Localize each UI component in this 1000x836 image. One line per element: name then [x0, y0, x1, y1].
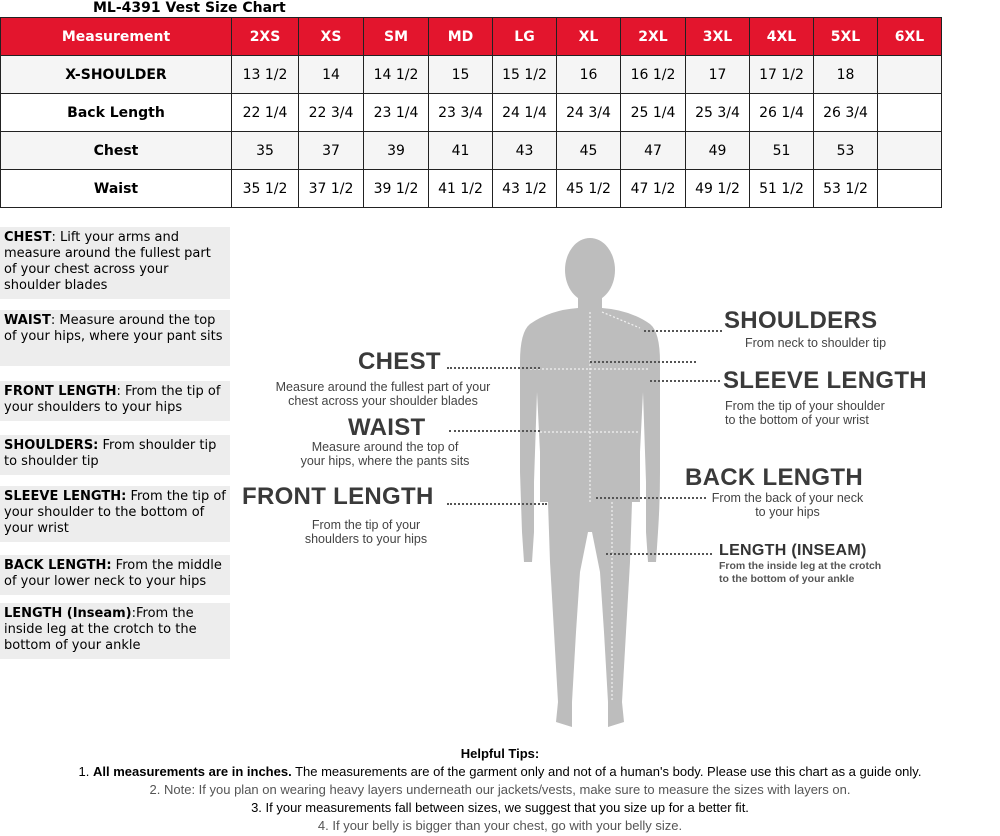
front-length-leader	[447, 503, 547, 505]
waist-leader	[449, 430, 540, 432]
note-sleeve-length	[0, 486, 230, 542]
table-cell: 15	[429, 56, 493, 94]
table-cell: 25 1/4	[621, 94, 686, 132]
note-term: CHEST	[4, 230, 52, 245]
header-cell: Measurement	[1, 18, 232, 56]
table-cell	[878, 132, 942, 170]
row-label: Chest	[1, 132, 232, 170]
note-text: From the tip of your shoulders to your hips	[4, 384, 221, 415]
table-cell: 15 1/2	[493, 56, 557, 94]
table-cell: 39	[364, 132, 429, 170]
table-cell: 18	[814, 56, 878, 94]
table-cell: 24 1/4	[493, 94, 557, 132]
table-cell: 17	[686, 56, 750, 94]
table-cell: 35	[232, 132, 299, 170]
table-cell: 26 3/4	[814, 94, 878, 132]
table-cell	[878, 94, 942, 132]
note-inseam	[0, 603, 230, 659]
note-term: FRONT LENGTH	[4, 384, 117, 399]
table-cell: 49	[686, 132, 750, 170]
chest-leader	[447, 367, 540, 369]
row-label: X-SHOULDER	[1, 56, 232, 94]
table-cell: 23 1/4	[364, 94, 429, 132]
header-cell: SM	[364, 18, 429, 56]
shoulders-label: SHOULDERS	[724, 307, 878, 334]
back-length-label: BACK LENGTH	[685, 464, 863, 491]
table-cell	[878, 56, 942, 94]
helpful-tips	[0, 745, 1000, 835]
table-cell: 53 1/2	[814, 170, 878, 208]
inseam-label: LENGTH (INSEAM)	[719, 542, 867, 559]
note-chest: CHEST: Lift your arms and measure around the fullest part of your chest across your shoulder blades	[0, 227, 230, 299]
table-cell: 45 1/2	[557, 170, 621, 208]
back-length-leader	[596, 497, 706, 499]
table-cell: 41	[429, 132, 493, 170]
tip-3: 3. If your measurements fall between sizes, we suggest that you size up for a better fit.	[251, 800, 749, 815]
table-cell: 37 1/2	[299, 170, 364, 208]
table-cell: 51 1/2	[750, 170, 814, 208]
note-term: WAIST	[4, 313, 51, 328]
size-chart-table	[0, 17, 942, 208]
header-cell: 2XL	[621, 18, 686, 56]
row-label: Waist	[1, 170, 232, 208]
note-term: LENGTH (Inseam)	[4, 606, 132, 621]
sleeve-length-leader	[650, 380, 720, 382]
table-cell: 22 1/4	[232, 94, 299, 132]
inseam-desc: From the inside leg at the crotch to the bottom of your ankle	[719, 560, 882, 585]
row-label: Back Length	[1, 94, 232, 132]
note-back-length	[0, 555, 230, 595]
back-length-desc: From the back of your neck to your hips	[711, 491, 864, 519]
note-text: :From the inside leg at the crotch to the bottom of your ankle	[4, 606, 197, 653]
table-cell: 14	[299, 56, 364, 94]
table-cell: 51	[750, 132, 814, 170]
table-cell: 43	[493, 132, 557, 170]
front-length-label: FRONT LENGTH	[242, 483, 434, 510]
table-cell: 49 1/2	[686, 170, 750, 208]
chest-label: CHEST	[358, 348, 441, 375]
table-cell: 16 1/2	[621, 56, 686, 94]
table-row	[1, 132, 942, 170]
header-cell: 5XL	[814, 18, 878, 56]
table-row	[1, 56, 942, 94]
chart-title: ML-4391 Vest Size Chart	[93, 0, 286, 16]
header-cell: 2XS	[232, 18, 299, 56]
shoulders-leader	[644, 330, 722, 332]
table-row	[1, 94, 942, 132]
chest-desc: Measure around the fullest part of your chest across your shoulder blades	[275, 380, 491, 408]
sleeve-length-desc: From the tip of your shoulder to the bottom of your wrist	[725, 399, 885, 427]
note-text: From the tip of your shoulder to the bottom of your wrist	[4, 489, 226, 536]
tip-4: 4. If your belly is bigger than your chest, go with your belly size.	[317, 818, 683, 833]
front-length-desc: From the tip of your shoulders to your hips	[304, 518, 428, 546]
note-text: From shoulder tip to shoulder tip	[4, 438, 217, 469]
note-term: SHOULDERS:	[4, 438, 99, 453]
note-shoulders	[0, 435, 230, 475]
table-cell	[878, 170, 942, 208]
header-cell: MD	[429, 18, 493, 56]
note-term: BACK LENGTH:	[4, 558, 112, 573]
body-silhouette	[500, 232, 680, 742]
table-cell: 45	[557, 132, 621, 170]
tip-1: 1. All measurements are in inches. The measurements are of the garment only and not of a human's body. Please use this chart as a guide only.	[78, 764, 922, 779]
table-header-row	[1, 18, 942, 56]
header-cell: 6XL	[878, 18, 942, 56]
note-text: From the middle of your lower neck to your hips	[4, 558, 222, 589]
table-cell: 41 1/2	[429, 170, 493, 208]
table-cell: 25 3/4	[686, 94, 750, 132]
note-waist: WAIST: Measure around the top of your hips, where your pant sits	[0, 310, 230, 366]
note-term: SLEEVE LENGTH:	[4, 489, 127, 504]
table-cell: 17 1/2	[750, 56, 814, 94]
table-cell: 47 1/2	[621, 170, 686, 208]
table-cell: 16	[557, 56, 621, 94]
table-cell: 24 3/4	[557, 94, 621, 132]
tip-2: 2. Note: If you plan on wearing heavy layers underneath our jackets/vests, make sure to measure the sizes with layers on.	[149, 782, 851, 797]
table-cell: 22 3/4	[299, 94, 364, 132]
table-cell: 23 3/4	[429, 94, 493, 132]
waist-label: WAIST	[348, 414, 426, 441]
header-cell: 3XL	[686, 18, 750, 56]
header-cell: LG	[493, 18, 557, 56]
table-cell: 35 1/2	[232, 170, 299, 208]
silhouette-shape	[520, 238, 660, 727]
header-cell: 4XL	[750, 18, 814, 56]
header-cell: XS	[299, 18, 364, 56]
table-row	[1, 170, 942, 208]
table-cell: 14 1/2	[364, 56, 429, 94]
shoulders-desc: From neck to shoulder tip	[745, 336, 887, 350]
waist-desc: Measure around the top of your hips, where the pants sits	[300, 440, 470, 468]
table-cell: 39 1/2	[364, 170, 429, 208]
table-cell: 53	[814, 132, 878, 170]
tips-heading: Helpful Tips:	[460, 746, 540, 761]
note-front-length: FRONT LENGTH: From the tip of your shoulders to your hips	[0, 381, 230, 421]
table-cell: 26 1/4	[750, 94, 814, 132]
table-cell: 47	[621, 132, 686, 170]
note-text: Measure around the top of your hips, where your pant sits	[4, 313, 223, 344]
sleeve-length-label: SLEEVE LENGTH	[723, 367, 927, 394]
chest-right-leader	[590, 361, 696, 363]
header-cell: XL	[557, 18, 621, 56]
inseam-leader	[606, 553, 712, 555]
note-text: Lift your arms and measure around the fullest part of your chest across your shoulder blades	[4, 230, 211, 293]
table-cell: 13 1/2	[232, 56, 299, 94]
table-cell: 43 1/2	[493, 170, 557, 208]
table-cell: 37	[299, 132, 364, 170]
